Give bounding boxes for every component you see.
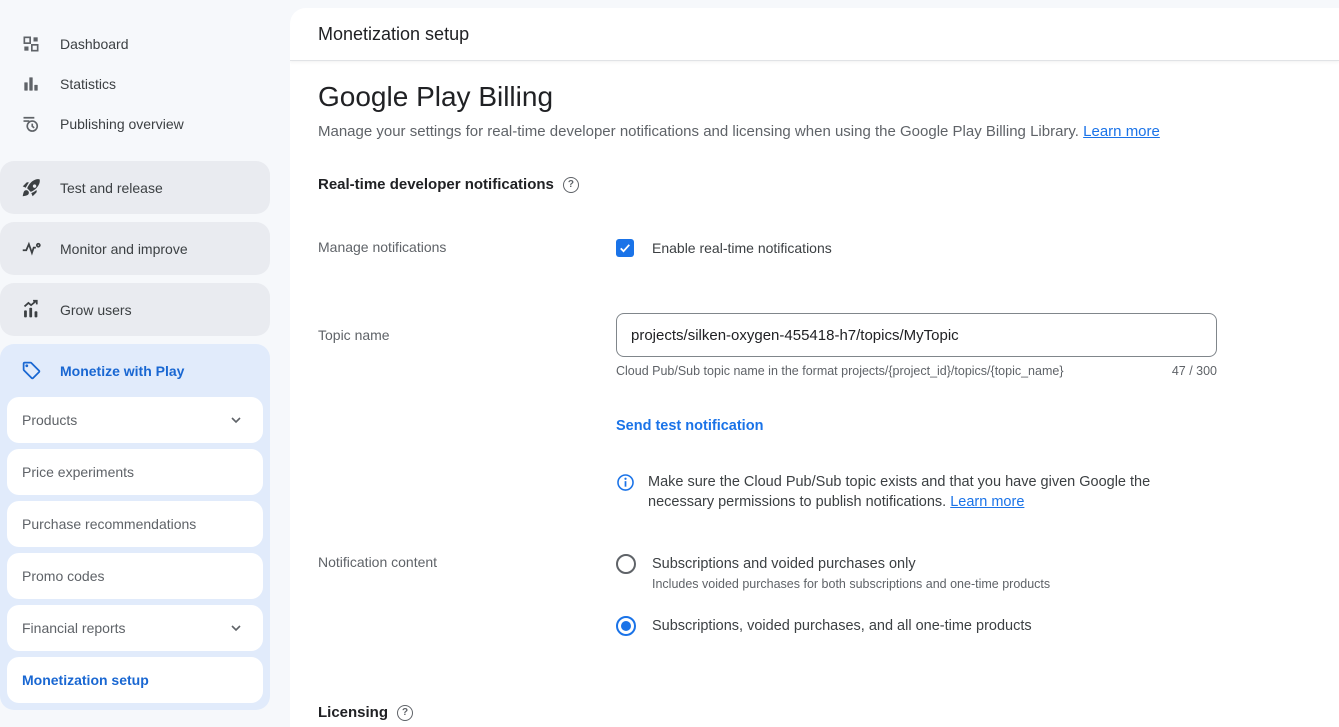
chevron-down-icon xyxy=(225,617,247,639)
billing-description xyxy=(318,122,1311,142)
pubsub-info-text-body: Make sure the Cloud Pub/Sub topic exists and that you have given Google the necessary permissions to publish notifications. xyxy=(648,474,1151,510)
licensing-section-title-text: Licensing xyxy=(318,704,389,721)
pubsub-info-text xyxy=(648,472,1214,512)
notification-content-label: Notification content xyxy=(318,554,438,570)
statistics-icon xyxy=(20,73,42,95)
dashboard-icon xyxy=(20,33,42,55)
enable-notifications-option xyxy=(616,239,1217,257)
manage-notifications-label: Manage notifications xyxy=(318,239,447,255)
radio-option-all-products[interactable] xyxy=(616,616,1217,636)
publishing-overview-icon xyxy=(20,113,42,135)
sidebar-item-label: Monetization setup xyxy=(22,672,149,688)
sidebar-item-grow-users[interactable] xyxy=(0,283,270,336)
rtdn-section-title-text: Real-time developer notifications xyxy=(318,176,554,193)
billing-heading: Google Play Billing xyxy=(318,81,554,112)
pulse-icon xyxy=(20,238,42,260)
topic-helper-text: Cloud Pub/Sub topic name in the format projects/{project_id}/topics/{topic_name} xyxy=(616,364,1064,378)
radio-option-sublabel: Includes voided purchases for both subscriptions and one-time products xyxy=(652,577,1051,591)
sidebar-item-label: Grow users xyxy=(60,301,132,318)
manage-notifications-row xyxy=(318,239,1311,257)
pubsub-info-learn-more-link[interactable]: Learn more xyxy=(950,494,1025,510)
sidebar xyxy=(0,0,290,727)
rtdn-section-title xyxy=(318,176,1311,193)
chevron-down-icon xyxy=(225,409,247,431)
page-header xyxy=(290,8,1339,61)
sidebar-item-label: Purchase recommendations xyxy=(22,516,197,532)
billing-description-text: Manage your settings for real-time developer notifications and licensing when using the Google Play Billing Library. xyxy=(318,123,1079,140)
sidebar-group-monetize xyxy=(0,344,270,710)
sidebar-item-statistics[interactable] xyxy=(0,64,270,104)
enable-notifications-label: Enable real-time notifications xyxy=(652,240,832,256)
billing-learn-more-link[interactable]: Learn more xyxy=(1083,123,1160,140)
sidebar-item-label: Promo codes xyxy=(22,568,105,584)
sidebar-item-label: Publishing overview xyxy=(60,116,184,132)
info-icon xyxy=(616,473,635,492)
sidebar-item-label: Monitor and improve xyxy=(60,240,188,257)
sidebar-item-monetize-with-play[interactable] xyxy=(0,344,270,397)
topic-name-input[interactable] xyxy=(616,313,1217,357)
sidebar-item-label: Price experiments xyxy=(22,464,135,480)
sidebar-item-monitor-and-improve[interactable] xyxy=(0,222,270,275)
rocket-icon xyxy=(20,177,42,199)
sidebar-item-label: Financial reports xyxy=(22,620,126,636)
radio-option-label: Subscriptions, voided purchases, and all one-time products xyxy=(652,618,1032,634)
licensing-section-title xyxy=(318,704,1311,721)
enable-notifications-checkbox[interactable] xyxy=(616,239,634,257)
help-icon[interactable]: ? xyxy=(563,177,579,193)
page-title: Monetization setup xyxy=(318,23,470,44)
sidebar-item-test-and-release[interactable] xyxy=(0,161,270,214)
pubsub-info-note xyxy=(616,472,1216,512)
radio-unselected-icon[interactable] xyxy=(616,554,636,574)
main-content xyxy=(290,81,1339,721)
sidebar-item-promo-codes[interactable] xyxy=(7,553,263,599)
sidebar-item-monetization-setup[interactable] xyxy=(7,657,263,703)
notification-content-row xyxy=(318,554,1311,636)
sidebar-item-label: Monetize with Play xyxy=(60,362,185,379)
topic-name-label: Topic name xyxy=(318,327,390,343)
sidebar-item-financial-reports[interactable] xyxy=(7,605,263,651)
sidebar-item-purchase-recommendations[interactable] xyxy=(7,501,263,547)
sidebar-item-products[interactable] xyxy=(7,397,263,443)
sidebar-item-publishing-overview[interactable] xyxy=(0,104,270,144)
radio-option-label: Subscriptions and voided purchases only xyxy=(652,556,916,572)
sidebar-item-price-experiments[interactable] xyxy=(7,449,263,495)
send-test-notification-button[interactable]: Send test notification xyxy=(616,418,764,434)
sidebar-item-dashboard[interactable] xyxy=(0,24,270,64)
radio-selected-icon[interactable] xyxy=(616,616,636,636)
topic-name-row xyxy=(318,313,1311,378)
main-panel xyxy=(290,8,1339,727)
topic-helper-row xyxy=(616,364,1217,378)
sidebar-item-label: Statistics xyxy=(60,76,117,92)
sidebar-item-label: Products xyxy=(22,412,78,428)
help-icon[interactable]: ? xyxy=(397,705,413,721)
sidebar-item-label: Dashboard xyxy=(60,36,129,52)
radio-option-subscriptions-voided-only[interactable] xyxy=(616,554,1217,591)
sidebar-item-label: Test and release xyxy=(60,179,163,196)
checkmark-icon xyxy=(618,241,632,255)
tag-icon xyxy=(20,360,42,382)
growth-chart-icon xyxy=(20,299,42,321)
topic-char-counter: 47 / 300 xyxy=(1171,364,1217,378)
